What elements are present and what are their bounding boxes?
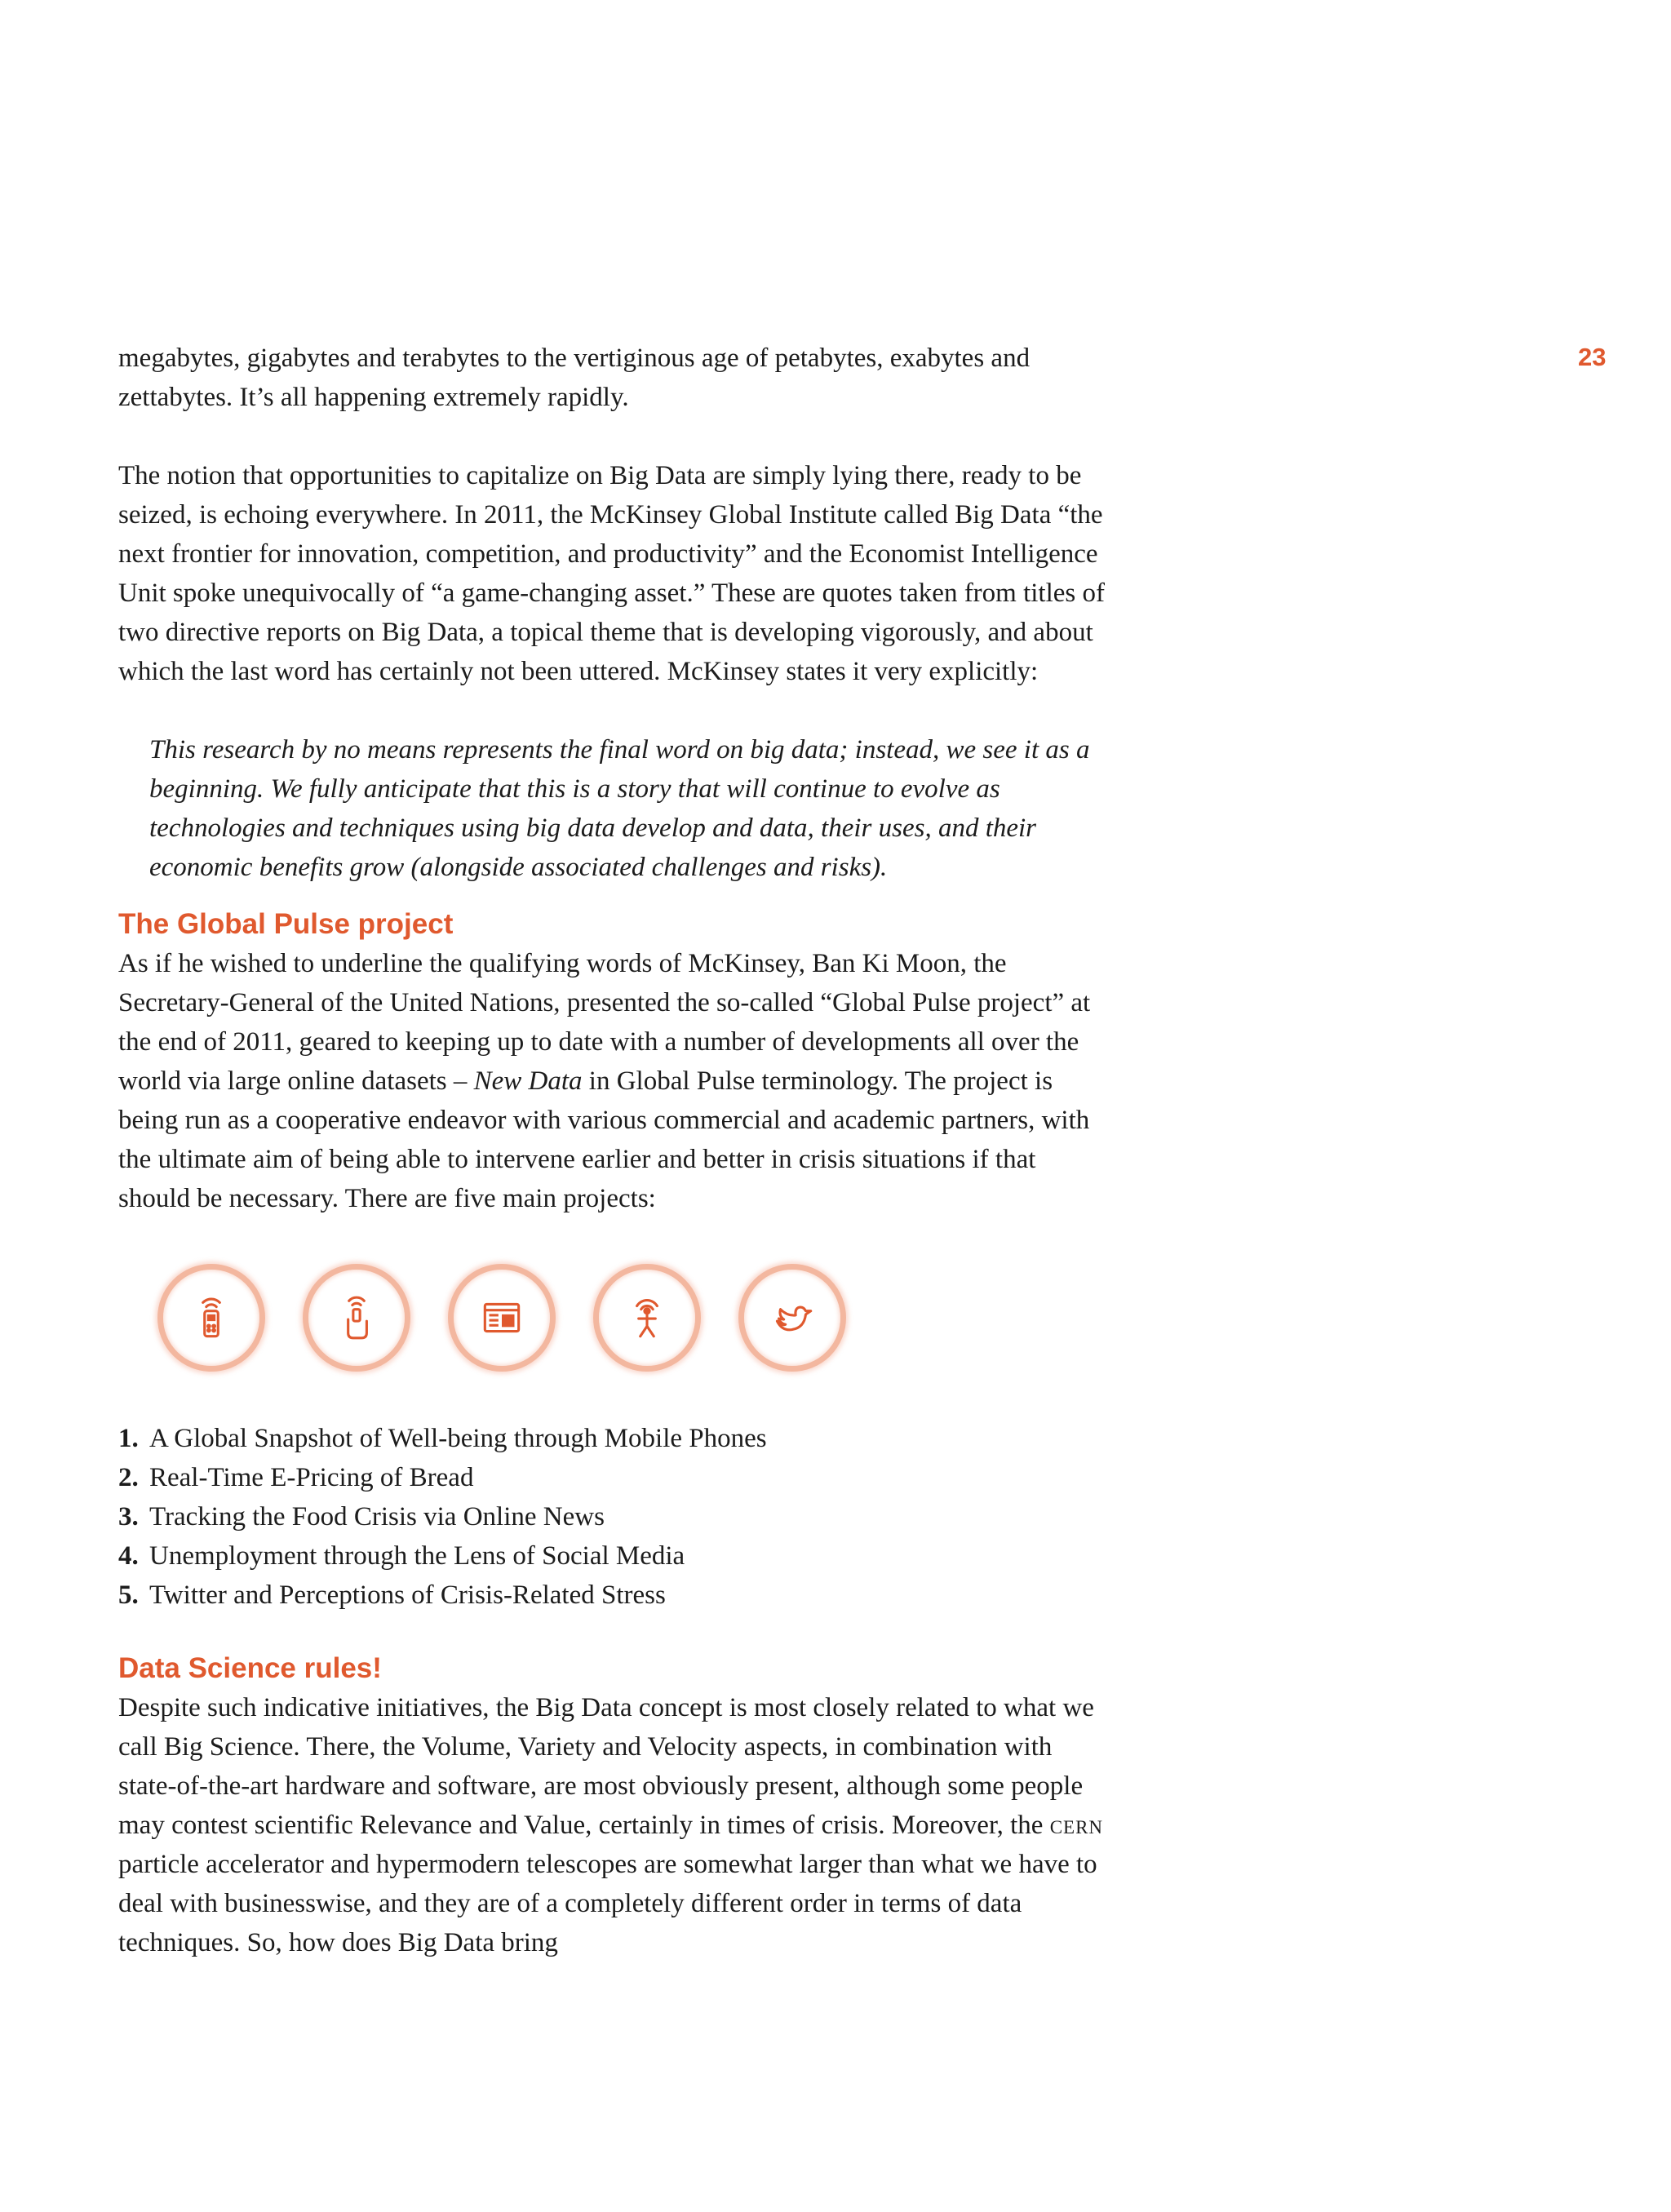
paragraph-2: The notion that opportunities to capitalize on Big Data are simply lying there, ready to be seized, is echoing everywhere. In 2011, the McKinsey Global Institute called Big Data “the next frontier for innovation, competition, and productivity” and the Economist Intelligence Unit spoke unequivocally of “a game-changing asset.” These are quotes taken from titles of two directive reports on Big Data, a topical theme that is developing vigorously, and about which the last word has certainly not been uttered. McKinsey states it very explicitly:	[118, 461, 1105, 686]
data-science-text-2: particle accelerator and hypermodern telescopes are somewhat larger than what we have to deal with businesswise, and they are of a completely different order in terms of data techniques. So, how does Big Data bring	[118, 1850, 1097, 1957]
mobile-phone-icon	[157, 1264, 265, 1372]
hand-phone-icon	[303, 1264, 410, 1372]
new-data-term: New Data	[473, 1066, 583, 1096]
section-heading-data-science: Data Science rules!	[118, 1652, 382, 1684]
projects-list	[118, 1419, 1110, 1615]
project-icons-row	[157, 1264, 1110, 1370]
paragraph-data-science	[118, 1688, 1110, 1962]
paragraph-1: megabytes, gigabytes and terabytes to the vertiginous age of petabytes, exabytes and zettabytes. It’s all happening extremely rapidly.	[118, 344, 1031, 412]
list-item: 3. Tracking the Food Crisis via Online News	[118, 1502, 605, 1532]
global-pulse-text-2: in Global Pulse terminology. The project is being run as a cooperative endeavor with various commercial and academic partners, with the ultimate aim of being able to intervene earlier and better in crisis situations if that should be necessary. There are five main projects:	[118, 1066, 1090, 1213]
list-item: 2. Real-Time E-Pricing of Bread	[118, 1463, 474, 1492]
person-broadcast-icon	[593, 1264, 701, 1372]
data-science-text-1: Despite such indicative initiatives, the Big Data concept is most closely related to what we call Big Science. There, the Volume, Variety and Velocity aspects, in combination with state-of-the-art hardware and software, are most obviously present, although some people may contest scientific Relevance and Value, certainly in times of crisis. Moreover, the	[118, 1693, 1094, 1840]
list-item: 1. A Global Snapshot of Well-being through Mobile Phones	[118, 1424, 767, 1453]
paragraph-global-pulse	[118, 944, 1110, 1218]
cern-term: cern	[1049, 1811, 1104, 1840]
mckinsey-quote: This research by no means represents the final word on big data; instead, we see it as a beginning. We fully anticipate that this is a story that will continue to evolve as technologies and techniques using big data develop and data, their uses, and their economic benefits grow (alongside associated challenges and risks).	[149, 735, 1090, 882]
main-column	[118, 339, 1110, 1962]
twitter-bird-icon	[738, 1264, 846, 1372]
list-item: 5. Twitter and Perceptions of Crisis-Related Stress	[118, 1580, 666, 1610]
page-number: 23	[1578, 343, 1607, 371]
global-pulse-text-1: As if he wished to underline the qualifying words of McKinsey, Ban Ki Moon, the Secretary-General of the United Nations, presented the so-called “Global Pulse project” at the end of 2011, geared to keeping up to date with a number of developments all over the world via large online datasets –	[118, 949, 1091, 1096]
newspaper-icon	[448, 1264, 556, 1372]
section-heading-global-pulse: The Global Pulse project	[118, 908, 454, 940]
list-item: 4. Unemployment through the Lens of Social Media	[118, 1541, 685, 1571]
